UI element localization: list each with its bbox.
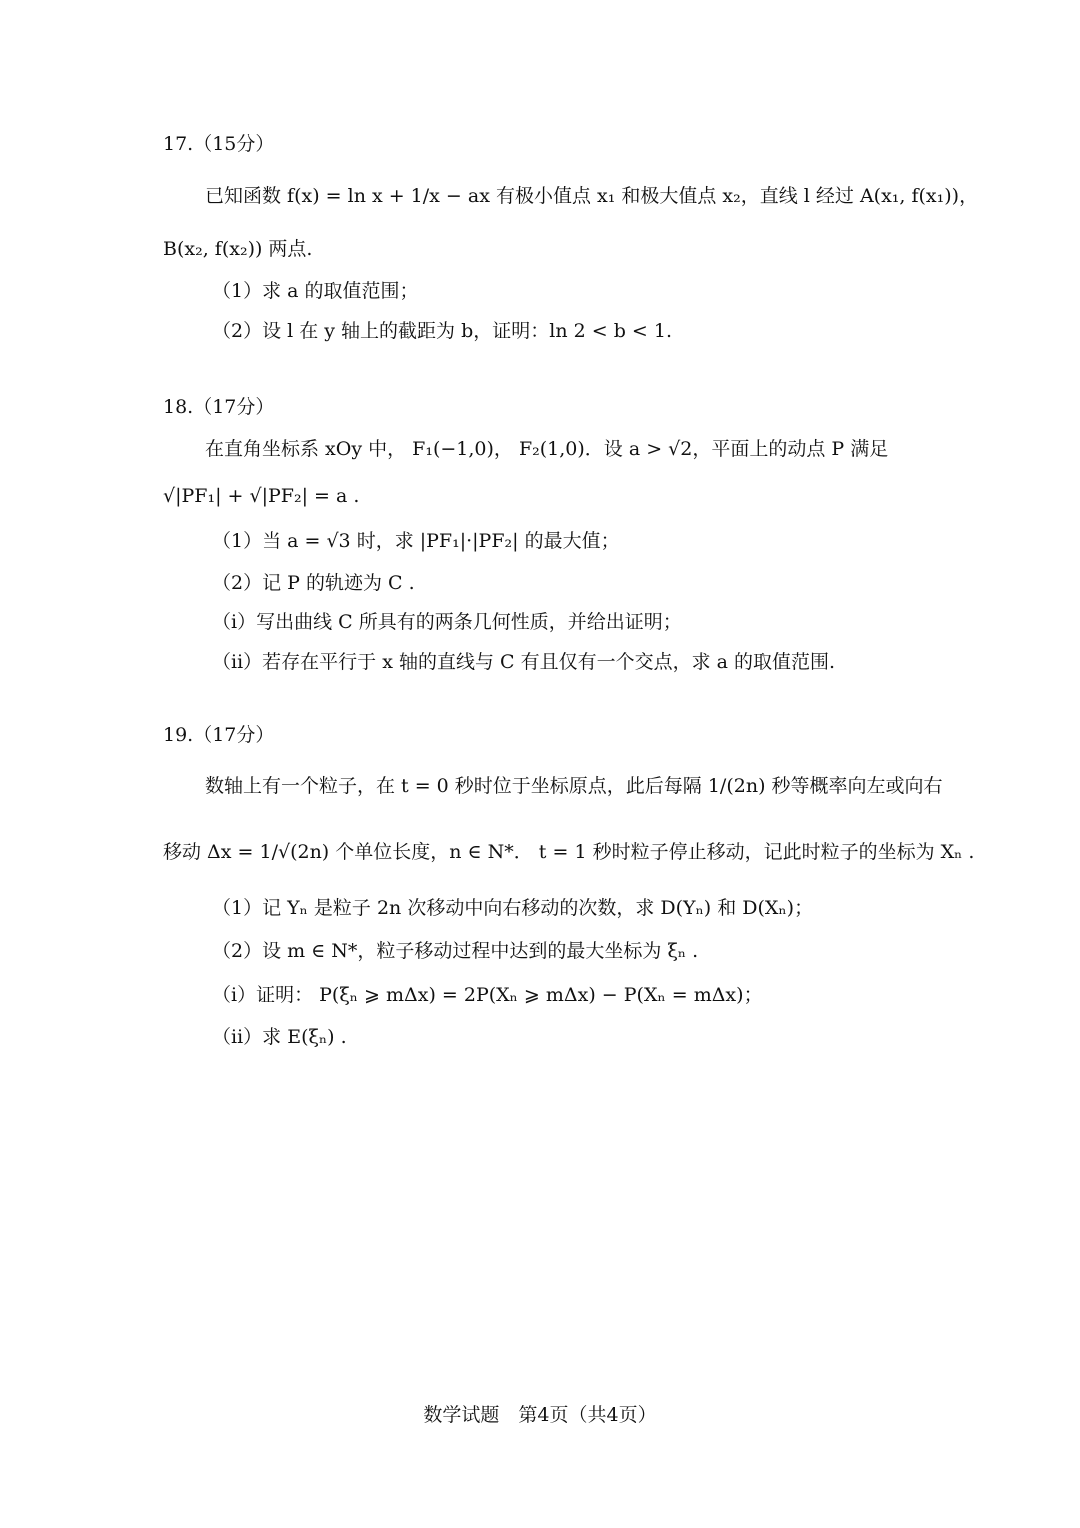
q18-part2-ii: （ⅱ）若存在平行于 x 轴的直线与 C 有且仅有一个交点，求 a 的取值范围. <box>212 651 836 673</box>
q19-header: 19.（17分） <box>163 724 275 746</box>
q17-header: 17.（15分） <box>163 133 275 155</box>
q19-part1: （1）记 Yₙ 是粒子 2n 次移动中向右移动的次数，求 D(Yₙ) 和 D(Xₙ)； <box>212 897 814 919</box>
q17-stem-line2: B(x₂, f(x₂)) 两点. <box>163 238 313 260</box>
q19-part2-i: （ⅰ）证明： P(ξₙ ⩾ mΔx) = 2P(Xₙ ⩾ mΔx) − P(Xₙ = mΔx)； <box>212 984 763 1006</box>
q18-header: 18.（17分） <box>163 396 275 418</box>
q18-part1: （1）当 a = √3 时，求 |PF₁|·|PF₂| 的最大值； <box>212 530 620 552</box>
q19-part2: （2）设 m ∈ N*，粒子移动过程中达到的最大坐标为 ξₙ . <box>212 940 699 962</box>
q18-part2-i: （ⅰ）写出曲线 C 所具有的两条几何性质，并给出证明； <box>212 611 682 633</box>
q17-part1: （1）求 a 的取值范围； <box>212 280 419 302</box>
q19-stem-line2: 移动 Δx = 1/√(2n) 个单位长度，n ∈ N*． t = 1 秒时粒子停止移动，记此时粒子的坐标为 Xₙ . <box>163 841 975 863</box>
q18-part2: （2）记 P 的轨迹为 C . <box>212 572 415 594</box>
q19-part2-ii: （ⅱ）求 E(ξₙ) . <box>212 1026 347 1048</box>
q18-stem-line2: √|PF₁| + √|PF₂| = a . <box>163 485 360 507</box>
page-footer: 数学试题 第4页（共4页） <box>423 1404 657 1426</box>
q17-stem-line1: 已知函数 f(x) = ln x + 1/x − ax 有极小值点 x₁ 和极大值点 x₂，直线 l 经过 A(x₁, f(x₁))， <box>205 185 979 207</box>
q19-stem-line1: 数轴上有一个粒子，在 t = 0 秒时位于坐标原点，此后每隔 1/(2n) 秒等概率向左或向右 <box>205 775 943 797</box>
q17-part2: （2）设 l 在 y 轴上的截距为 b，证明：ln 2 < b < 1. <box>212 320 672 342</box>
q18-stem-line1: 在直角坐标系 xOy 中， F₁(−1,0)， F₂(1,0)．设 a > √2，平面上的动点 P 满足 <box>205 438 889 460</box>
